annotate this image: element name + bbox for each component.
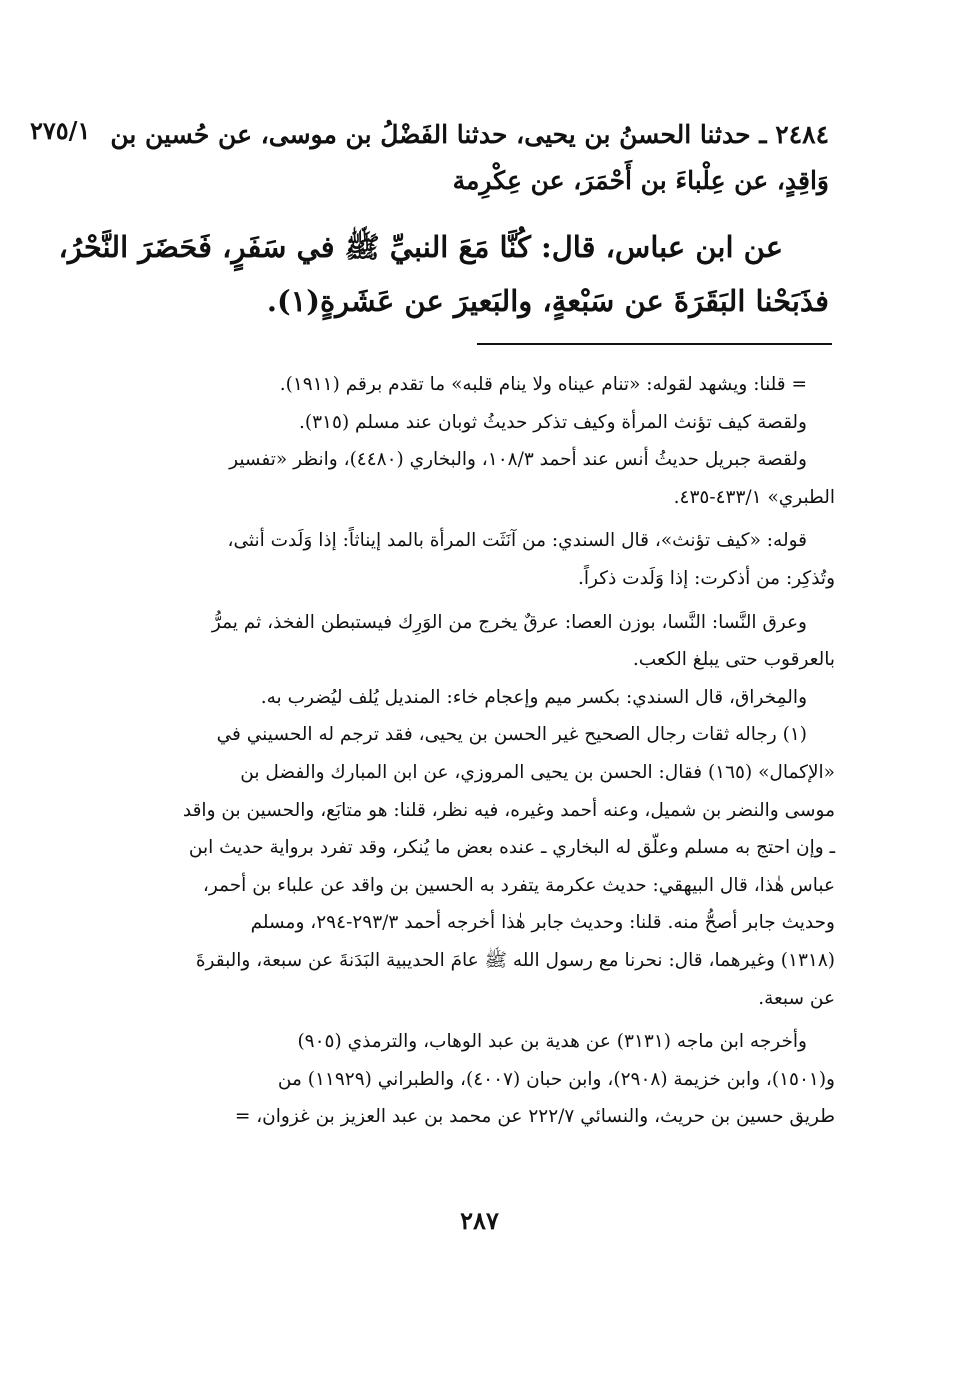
- footnote-line: وحديث جابر أصحُّ منه. قلنا: وحديث جابر هٰذا أخرجه أحمد ٢٩٣/٣-٢٩٤، ومسلم: [250, 912, 835, 934]
- footnote-line: طريق حسين بن حريث، والنسائي ٢٢٢/٧ عن محمد بن عبد العزيز بن غزوان، =: [234, 1106, 835, 1128]
- footnote-line: (١٣١٨) وغيرهما، قال: نحرنا مع رسول الله ﷺ عامَ الحديبية البَدَنةَ عن سبعة، والبقرةَ: [195, 949, 835, 971]
- footnote-line: وتُذكِر: من أذكرت: إذا وَلَدت ذكراً.: [578, 567, 835, 589]
- footnote-line: و(١٥٠١)، وابن خزيمة (٢٩٠٨)، وابن حبان (٤٠٠٧)، والطبراني (١١٩٢٩) من: [277, 1068, 835, 1090]
- footnote-line: موسى والنضر بن شميل، وعنه أحمد وغيره، فيه نظر، قلنا: هو متابَع، والحسين بن واقد: [182, 799, 835, 821]
- footnote-line: = قلنا: ويشهد لقوله: «تنام عيناه ولا ينام قلبه» ما تقدم برقم (١٩١١).: [279, 374, 807, 395]
- footnote-line: عباس هٰذا، قال البيهقي: حديث عكرمة يتفرد به الحسين بن واقد عن علباء بن أحمر،: [202, 874, 835, 896]
- footnote-line: وعرق النَّسا: النَّسا، بوزن العصا: عرقٌ يخرج من الوَرِك فيستبطن الفخذ، ثم يمرُّ: [211, 611, 807, 633]
- hadith-matn: [58, 220, 829, 328]
- footnote-line: عن سبعة.: [758, 987, 835, 1009]
- page-number: ٢٨٧: [460, 1206, 499, 1235]
- footnote-separator-rule: [477, 343, 832, 345]
- footnote-line: والمِخراق، قال السندي: بكسر ميم وإعجام خاء: المنديل يُلف ليُضرب به.: [260, 686, 807, 708]
- isnad-line: ٢٤٨٤ ـ حدثنا الحسنُ بن يحيى، حدثنا الفَضْلُ بن موسى، عن حُسين بن: [110, 120, 829, 149]
- footnote-line: ولقصة جبريل حديثُ أنس عند أحمد ١٠٨/٣، والبخاري (٤٤٨٠)، وانظر «تفسير: [229, 449, 807, 471]
- footnotes: [128, 366, 835, 1136]
- footnote-line: «الإكمال» (١٦٥) فقال: الحسن بن يحيى المروزي، عن ابن المبارك والفضل بن: [240, 761, 835, 783]
- matn-line: فذَبَحْنا البَقَرَةَ عن سَبْعةٍ، والبَعيرَ عن عَشَرةٍ(١).: [266, 284, 829, 318]
- footnote-line: ولقصة كيف تؤنث المرأة وكيف تذكر حديثُ ثوبان عند مسلم (٣١٥).: [299, 411, 807, 433]
- footnote-line: بالعرقوب حتى يبلغ الكعب.: [632, 649, 835, 671]
- footnote-line: (١) رجاله ثقات رجال الصحيح غير الحسن بن يحيى، فقد ترجم له الحسيني في: [216, 724, 807, 746]
- footnote-line: قوله: «كيف تؤنث»، قال السندي: من آنَثَت المرأة بالمد إيناثاً: إذا وَلَدت أنثى،: [227, 530, 807, 552]
- footnote-line: الطبري» ٤٣٣/١-٤٣٥.: [673, 486, 835, 508]
- hadith-isnad: [110, 112, 829, 204]
- isnad-line: وَاقِدٍ، عن عِلْباءَ بن أَحْمَرَ، عن عِكْرِمة: [452, 166, 829, 195]
- footnote-line: ـ وإن احتج به مسلم وعلّق له البخاري ـ عنده بعض ما يُنكر، وقد تفرد برواية حديث ابن: [188, 837, 835, 859]
- matn-line: عن ابن عباس، قال: كُنَّا مَعَ النبيِّ ﷺ في سَفَرٍ، فَحَضَرَ النَّحْرُ،: [58, 230, 783, 264]
- margin-volume-page-ref: ٢٧٥/١: [30, 116, 91, 145]
- footnote-line: وأخرجه ابن ماجه (٣١٣١) عن هدية بن عبد الوهاب، والترمذي (٩٠٥): [297, 1031, 807, 1053]
